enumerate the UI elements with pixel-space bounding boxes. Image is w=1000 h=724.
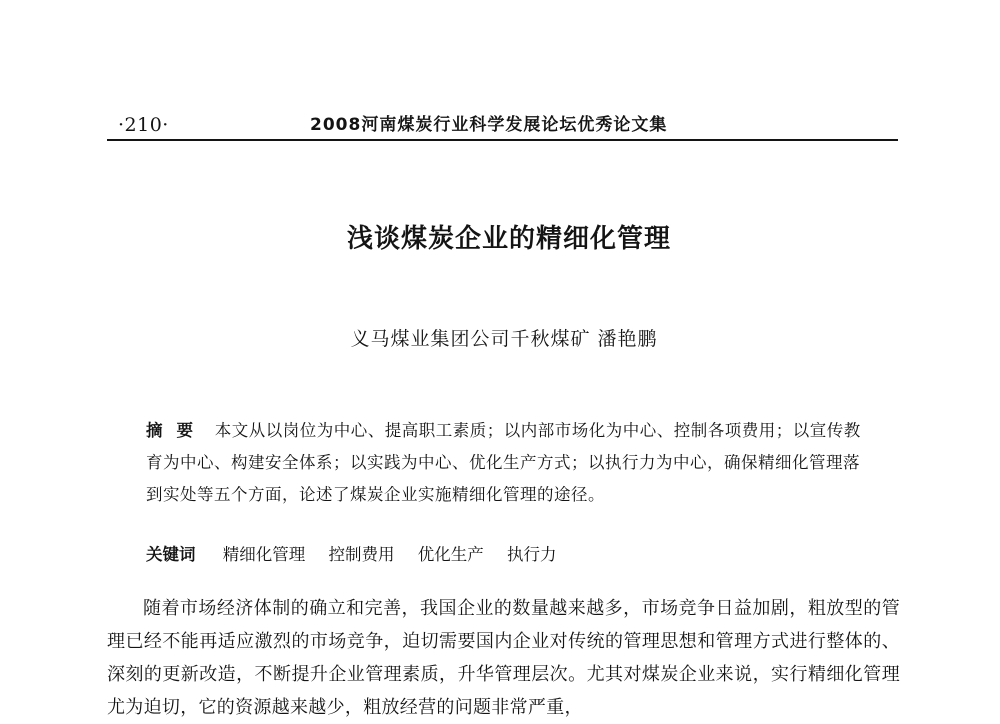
keywords [146,541,862,569]
keyword: 优化生产 [417,545,484,564]
abstract [146,415,862,511]
header-rule [107,139,898,141]
keyword: 精细化管理 [222,545,306,564]
abstract-text: 本文从以岗位为中心、提高职工素质；以内部市场化为中心、控制各项费用；以宣传教育为中心、构建安全体系；以实践为中心、优化生产方式；以执行力为中心，确保精细化管理落到实处等五个方面，论述了煤炭企业实施精细化管理的途径。 [146,421,861,504]
body-paragraph: 随着市场经济体制的确立和完善，我国企业的数量越来越多，市场竞争日益加剧，粗放型的管理已经不能再适应激烈的市场竞争，迫切需要国内企业对传统的管理思想和管理方式进行整体的、深刻的更新改造，不断提升企业管理素质，升华管理层次。尤其对煤炭企业来说，实行精细化管理尤为迫切，它的资源越来越少，粗放经营的问题非常严重， [107,598,900,718]
keyword: 控制费用 [328,545,395,564]
author-affiliation: 义马煤业集团公司千秋煤矿 潘艳鹏 [350,328,658,350]
running-header [118,114,898,136]
journal-title: 2008河南煤炭行业科学发展论坛优秀论文集 [310,115,668,135]
abstract-label: 摘要 [146,421,207,440]
article-title: 浅谈煤炭企业的精细化管理 [346,224,671,254]
keywords-label: 关键词 [146,545,196,564]
page-number: ·210· [118,114,169,136]
keyword: 执行力 [507,545,557,564]
